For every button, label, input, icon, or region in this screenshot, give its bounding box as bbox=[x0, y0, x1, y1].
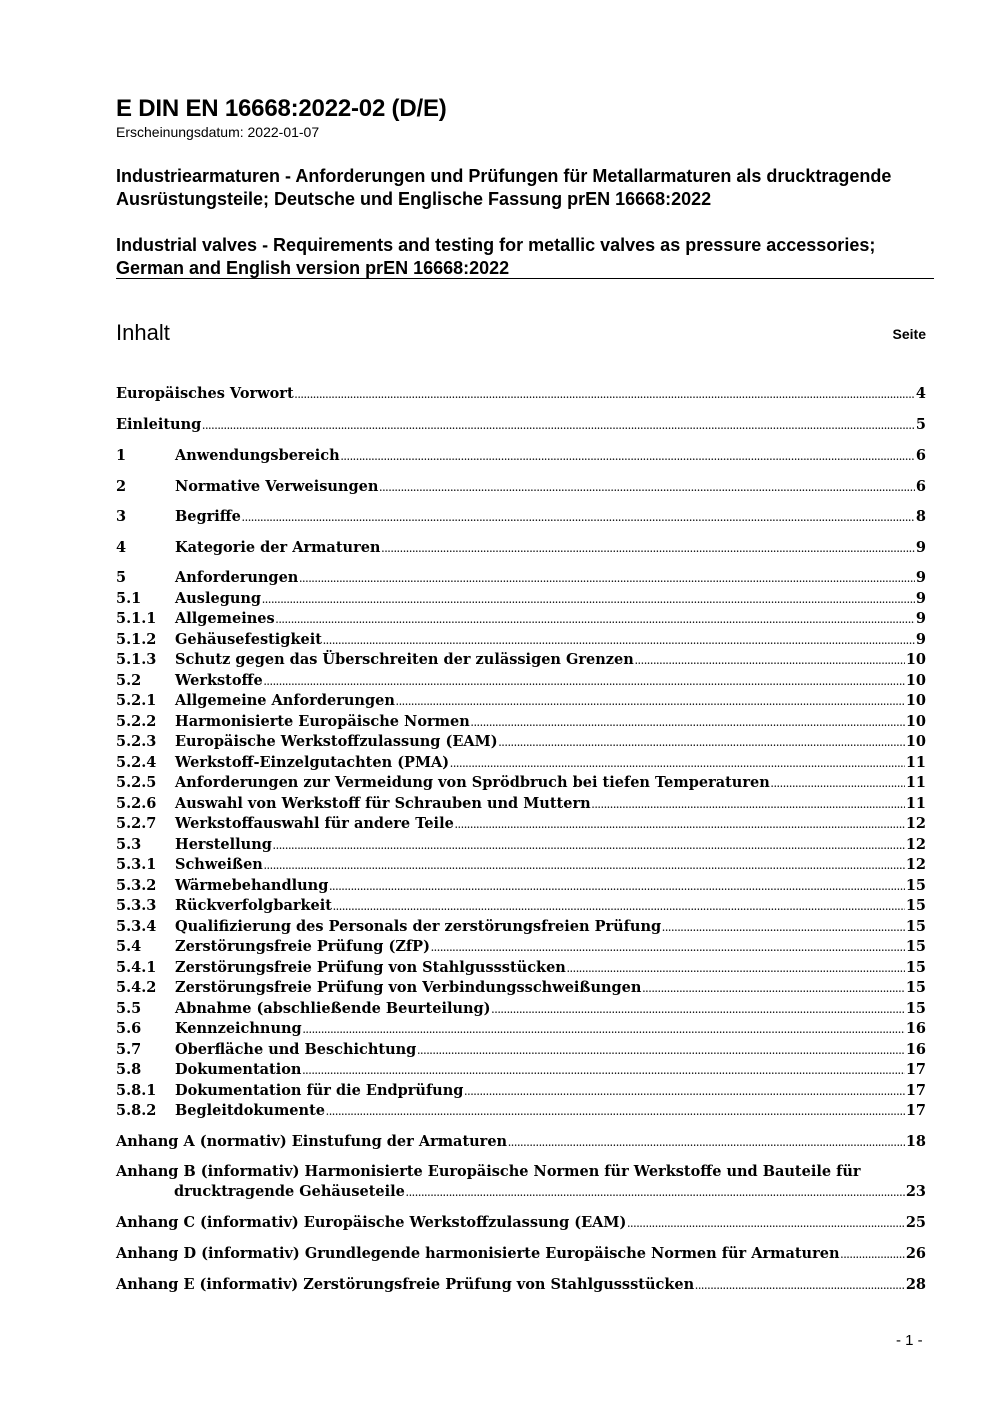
toc-leader bbox=[329, 876, 904, 897]
toc-entry-label: Anforderungen zur Vermeidung von Sprödbruch bei tiefen Temperaturen bbox=[175, 774, 770, 791]
toc-entry-label: Einleitung bbox=[116, 416, 202, 433]
toc-entry[interactable] bbox=[116, 712, 926, 732]
toc-entry-page: 17 bbox=[905, 1061, 926, 1078]
toc-entry-number: 5.5 bbox=[116, 1000, 142, 1017]
toc-entry-label: Begleitdokumente bbox=[175, 1102, 325, 1119]
toc-entry-page: 16 bbox=[905, 1041, 926, 1058]
toc-leader bbox=[662, 917, 905, 938]
toc-entry[interactable] bbox=[116, 1060, 926, 1080]
toc-entry-label: Rückverfolgbarkeit bbox=[175, 897, 332, 914]
toc-entry-page: 26 bbox=[905, 1245, 926, 1262]
toc-entry-number: 5.1.1 bbox=[116, 610, 157, 627]
toc-entry-label-continued: drucktragende Gehäuseteile bbox=[174, 1183, 405, 1200]
toc-entry[interactable] bbox=[116, 978, 926, 998]
toc-entry-label: Anwendungsbereich bbox=[175, 447, 340, 464]
toc-entry[interactable] bbox=[116, 538, 926, 558]
toc-entry-number: 5.2 bbox=[116, 672, 142, 689]
toc-entry-number: 5 bbox=[116, 569, 127, 586]
toc-entry[interactable] bbox=[116, 384, 926, 404]
toc-entry[interactable] bbox=[116, 896, 926, 916]
toc-entry-label: Abnahme (abschließende Beurteilung) bbox=[175, 1000, 491, 1017]
toc-entry[interactable] bbox=[116, 773, 926, 793]
toc-entry-label: Schweißen bbox=[175, 856, 263, 873]
toc-entry[interactable] bbox=[116, 855, 926, 875]
toc-entry[interactable] bbox=[116, 876, 926, 896]
toc-entry-label: Normative Verweisungen bbox=[175, 478, 379, 495]
toc-entry-number: 5.1 bbox=[116, 590, 142, 607]
toc-leader bbox=[592, 794, 905, 815]
toc-entry-page: 25 bbox=[905, 1214, 926, 1231]
toc-entry-label: Werkstoffauswahl für andere Teile bbox=[175, 815, 454, 832]
page-number: - 1 - bbox=[896, 1332, 923, 1349]
toc-entry-page: 15 bbox=[905, 959, 926, 976]
toc-entry-page: 18 bbox=[905, 1133, 926, 1150]
toc-leader bbox=[333, 896, 905, 917]
toc-leader bbox=[381, 538, 914, 559]
toc-entry-page: 15 bbox=[905, 897, 926, 914]
toc-entry-page: 10 bbox=[905, 733, 926, 750]
toc-entry-label: Anhang E (informativ) Zerstörungsfreie Prüfung von Stahlgussstücken bbox=[116, 1276, 695, 1293]
toc-entry[interactable] bbox=[116, 1101, 926, 1121]
toc-entry[interactable] bbox=[116, 753, 926, 773]
toc-entry-label: Dokumentation bbox=[175, 1061, 302, 1078]
toc-leader bbox=[450, 753, 905, 774]
toc-leader bbox=[471, 712, 905, 733]
toc-leader bbox=[396, 691, 905, 712]
toc-entry-label: Harmonisierte Europäische Normen bbox=[175, 713, 470, 730]
toc-leader bbox=[262, 589, 915, 610]
toc-leader bbox=[417, 1040, 905, 1061]
toc-entry-number: 3 bbox=[116, 508, 127, 525]
toc-entry-label: Anforderungen bbox=[175, 569, 299, 586]
toc-entry-page: 10 bbox=[905, 651, 926, 668]
toc-entry-page: 10 bbox=[905, 692, 926, 709]
toc-entry-label: Zerstörungsfreie Prüfung (ZfP) bbox=[175, 938, 430, 955]
toc-leader bbox=[431, 937, 905, 958]
toc-leader bbox=[695, 1275, 905, 1296]
toc-entry-page: 23 bbox=[905, 1183, 926, 1200]
toc-entry-page: 11 bbox=[905, 795, 926, 812]
toc-entry-label: Begriffe bbox=[175, 508, 241, 525]
toc-entry-label: Herstellung bbox=[175, 836, 272, 853]
toc-leader bbox=[642, 978, 904, 999]
toc-entry[interactable] bbox=[116, 415, 926, 435]
toc-entry-number: 1 bbox=[116, 447, 127, 464]
toc-entry-number: 5.3.3 bbox=[116, 897, 157, 914]
toc-entry-page: 9 bbox=[915, 610, 926, 627]
toc-entry-label: Zerstörungsfreie Prüfung von Verbindungsschweißungen bbox=[175, 979, 642, 996]
toc-entry-label: Europäisches Vorwort bbox=[116, 385, 294, 402]
toc-entry-page: 11 bbox=[905, 754, 926, 771]
toc-leader bbox=[264, 671, 905, 692]
toc-entry-number: 5.7 bbox=[116, 1041, 142, 1058]
toc-entry-label: Kategorie der Armaturen bbox=[175, 539, 381, 556]
toc-leader bbox=[264, 855, 905, 876]
toc-leader bbox=[299, 568, 915, 589]
toc-entry-label: Auswahl von Werkstoff für Schrauben und Muttern bbox=[175, 795, 591, 812]
toc-entry-page: 9 bbox=[915, 631, 926, 648]
toc-leader bbox=[627, 1213, 904, 1234]
toc-entry-number: 5.2.6 bbox=[116, 795, 157, 812]
toc-leader bbox=[508, 1132, 905, 1153]
toc-entry-label: Europäische Werkstoffzulassung (EAM) bbox=[175, 733, 498, 750]
toc-entry-page: 5 bbox=[915, 416, 926, 433]
toc-entry-number: 5.2.7 bbox=[116, 815, 157, 832]
toc-leader bbox=[242, 507, 915, 528]
toc-entry[interactable] bbox=[116, 1081, 926, 1101]
toc-entry-page: 28 bbox=[905, 1276, 926, 1293]
toc-entry[interactable] bbox=[116, 477, 926, 497]
toc-entry-label: Werkstoffe bbox=[175, 672, 263, 689]
toc-leader bbox=[567, 958, 905, 979]
toc-entry-number: 5.4.1 bbox=[116, 959, 157, 976]
toc-entry-label: Allgemeines bbox=[175, 610, 275, 627]
toc-entry-page: 6 bbox=[915, 447, 926, 464]
toc-entry[interactable] bbox=[116, 794, 926, 814]
toc-entry-page: 9 bbox=[915, 539, 926, 556]
toc-entry-label: Anhang D (informativ) Grundlegende harmonisierte Europäische Normen für Armaturen bbox=[116, 1245, 840, 1262]
toc-entry[interactable] bbox=[116, 691, 926, 711]
toc-entry-label: Schutz gegen das Überschreiten der zulässigen Grenzen bbox=[175, 651, 634, 668]
toc-entry-page: 8 bbox=[915, 508, 926, 525]
toc-entry[interactable] bbox=[116, 732, 926, 752]
toc-entry-label: Allgemeine Anforderungen bbox=[175, 692, 395, 709]
toc-entry-page: 10 bbox=[905, 672, 926, 689]
toc-entry-label: Gehäusefestigkeit bbox=[175, 631, 322, 648]
toc-entry-page: 12 bbox=[905, 856, 926, 873]
toc-leader bbox=[499, 732, 905, 753]
toc-entry-number: 2 bbox=[116, 478, 127, 495]
toc-entry-page: 12 bbox=[905, 836, 926, 853]
toc-entry-label: Dokumentation für die Endprüfung bbox=[175, 1082, 464, 1099]
toc-entry[interactable] bbox=[116, 1213, 926, 1233]
toc-entry-number: 5.2.3 bbox=[116, 733, 157, 750]
toc-entry-page: 15 bbox=[905, 918, 926, 935]
toc-entry-page: 15 bbox=[905, 1000, 926, 1017]
toc-entry-label: Qualifizierung des Personals der zerstörungsfreien Prüfung bbox=[175, 918, 662, 935]
toc-entry-number: 5.8.2 bbox=[116, 1102, 157, 1119]
toc-entry-page: 9 bbox=[915, 569, 926, 586]
toc-entry[interactable] bbox=[116, 446, 926, 466]
toc-entry[interactable] bbox=[116, 589, 926, 609]
toc-leader bbox=[202, 415, 915, 436]
toc-entry-page: 9 bbox=[915, 590, 926, 607]
toc-entry-page: 12 bbox=[905, 815, 926, 832]
toc-entry-number: 5.8 bbox=[116, 1061, 142, 1078]
toc-entry-page: 15 bbox=[905, 979, 926, 996]
toc-entry[interactable] bbox=[116, 507, 926, 527]
toc-entry-label: Kennzeichnung bbox=[175, 1020, 302, 1037]
toc-heading: Inhalt bbox=[116, 320, 170, 345]
toc-entry-number: 5.3.4 bbox=[116, 918, 157, 935]
toc-entry[interactable] bbox=[116, 814, 926, 834]
toc-entry-label: Anhang C (informativ) Europäische Werkstoffzulassung (EAM) bbox=[116, 1214, 627, 1231]
toc-entry-number: 5.3.2 bbox=[116, 877, 157, 894]
toc-entry-number: 5.4.2 bbox=[116, 979, 157, 996]
toc-leader bbox=[341, 446, 915, 467]
toc-entry-page: 6 bbox=[915, 478, 926, 495]
toc-entry-number: 5.3.1 bbox=[116, 856, 157, 873]
toc-entry-number: 4 bbox=[116, 539, 127, 556]
toc-leader bbox=[273, 835, 905, 856]
toc-entry[interactable] bbox=[116, 1019, 926, 1039]
toc-entry-number: 5.2.2 bbox=[116, 713, 157, 730]
toc-entry-page: 4 bbox=[915, 385, 926, 402]
toc-leader bbox=[302, 1060, 904, 1081]
toc-entry-number: 5.1.2 bbox=[116, 631, 157, 648]
toc-entry-page: 16 bbox=[905, 1020, 926, 1037]
toc-entry-label: Werkstoff-Einzelgutachten (PMA) bbox=[175, 754, 450, 771]
toc-entry-label: Oberfläche und Beschichtung bbox=[175, 1041, 417, 1058]
toc-entry-number: 5.2.4 bbox=[116, 754, 157, 771]
title-english: Industrial valves - Requirements and testing for metallic valves as pressure accessories; German and English version prEN 16668:2022 bbox=[116, 235, 876, 278]
toc-entry-label: Auslegung bbox=[175, 590, 262, 607]
toc-entry[interactable] bbox=[116, 650, 926, 670]
toc-leader bbox=[841, 1244, 905, 1265]
toc-entry-number: 5.1.3 bbox=[116, 651, 157, 668]
toc-entry[interactable] bbox=[116, 958, 926, 978]
toc-entry-page: 15 bbox=[905, 938, 926, 955]
toc-entry-number: 5.6 bbox=[116, 1020, 142, 1037]
toc-entry-page: 11 bbox=[905, 774, 926, 791]
toc-leader bbox=[276, 609, 915, 630]
toc-entry-page: 17 bbox=[905, 1102, 926, 1119]
toc-entry[interactable] bbox=[116, 1244, 926, 1264]
toc-entry[interactable] bbox=[116, 999, 926, 1019]
toc-leader bbox=[323, 630, 915, 651]
toc-entry-page: 15 bbox=[905, 877, 926, 894]
toc-entry[interactable] bbox=[116, 1132, 926, 1152]
toc-leader bbox=[295, 384, 915, 405]
toc-entry[interactable] bbox=[116, 671, 926, 691]
toc-leader bbox=[492, 999, 905, 1020]
toc-entry-label: Wärmebehandlung bbox=[175, 877, 329, 894]
toc-entry[interactable] bbox=[116, 917, 926, 937]
toc-leader bbox=[771, 773, 905, 794]
toc-entry-number: 5.4 bbox=[116, 938, 142, 955]
header-divider bbox=[116, 278, 934, 279]
toc-entry[interactable] bbox=[116, 1162, 926, 1203]
toc-page-column-heading: Seite bbox=[892, 326, 926, 342]
toc-entry-number: 5.8.1 bbox=[116, 1082, 157, 1099]
toc-entry[interactable] bbox=[116, 568, 926, 588]
toc-entry[interactable] bbox=[116, 1275, 926, 1295]
toc-entry-label: Anhang B (informativ) Harmonisierte Europäische Normen für Werkstoffe und Bauteile für bbox=[116, 1163, 861, 1180]
toc-leader bbox=[635, 650, 905, 671]
toc-entry-page: 17 bbox=[905, 1082, 926, 1099]
toc-leader bbox=[303, 1019, 905, 1040]
toc-entry-number: 5.2.1 bbox=[116, 692, 157, 709]
toc-leader bbox=[455, 814, 905, 835]
toc-leader bbox=[326, 1101, 905, 1122]
document-id: E DIN EN 16668:2022-02 (D/E) bbox=[116, 95, 447, 122]
toc-entry-label: Anhang A (normativ) Einstufung der Armaturen bbox=[116, 1133, 508, 1150]
publication-date: Erscheinungsdatum: 2022-01-07 bbox=[116, 124, 320, 140]
toc-leader bbox=[464, 1081, 904, 1102]
toc-entry-number: 5.2.5 bbox=[116, 774, 157, 791]
toc-entry-label: Zerstörungsfreie Prüfung von Stahlgussstücken bbox=[175, 959, 566, 976]
toc-entry[interactable] bbox=[116, 609, 926, 629]
toc-leader bbox=[406, 1182, 905, 1203]
toc-entry[interactable] bbox=[116, 835, 926, 855]
toc-entry[interactable] bbox=[116, 630, 926, 650]
toc-entry-number: 5.3 bbox=[116, 836, 142, 853]
toc-leader bbox=[379, 477, 915, 498]
toc-entry-page: 10 bbox=[905, 713, 926, 730]
toc-entry[interactable] bbox=[116, 1040, 926, 1060]
title-german: Industriearmaturen - Anforderungen und Prüfungen für Metallarmaturen als drucktragende Ausrüstungsteile; Deutsche und Englische Fassung prEN 16668:2022 bbox=[116, 166, 892, 209]
toc-entry[interactable] bbox=[116, 937, 926, 957]
